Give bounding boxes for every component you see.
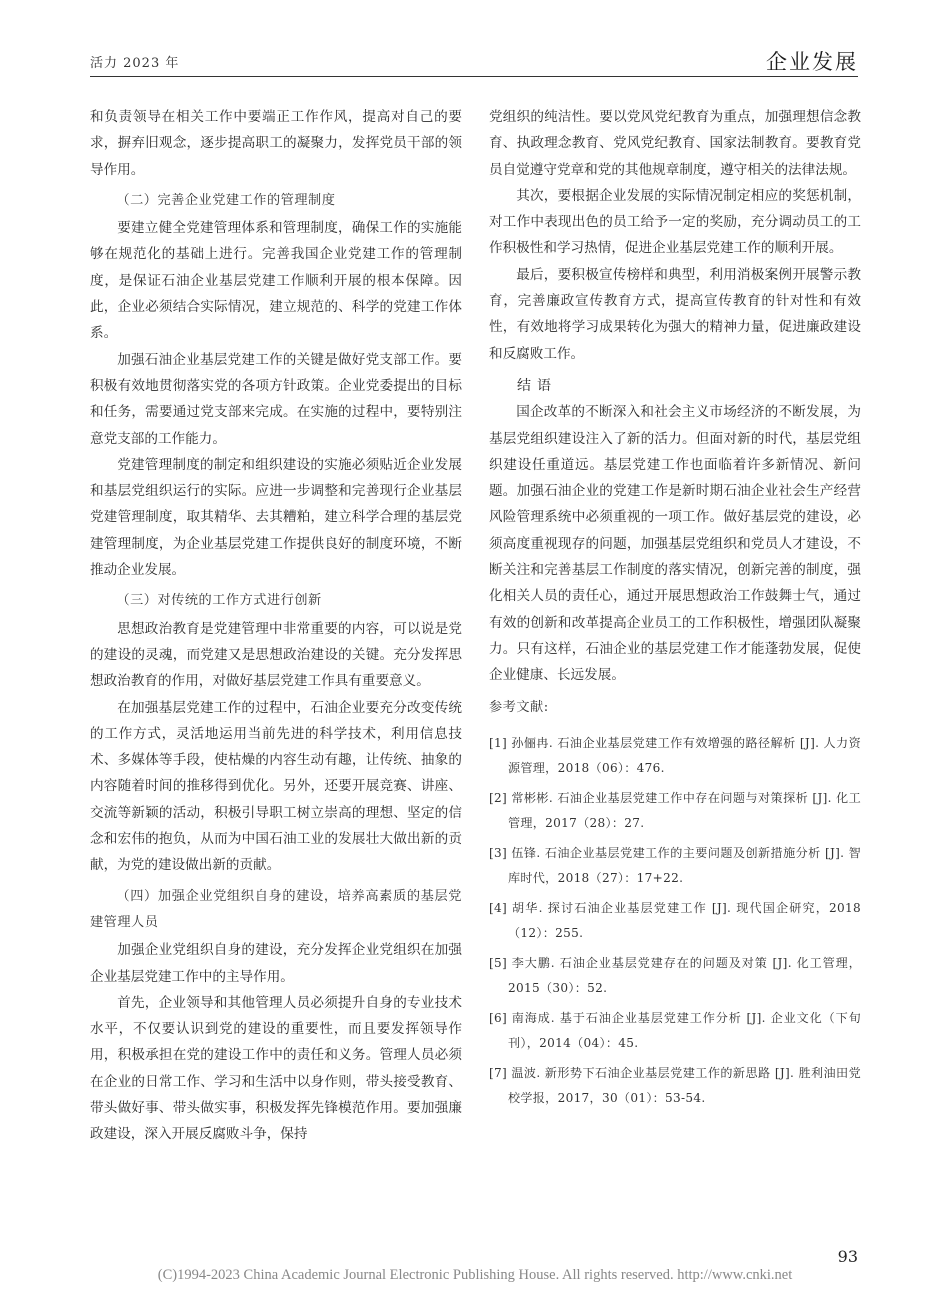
paragraph: 国企改革的不断深入和社会主义市场经济的不断发展，为基层党组织建设注入了新的活力。但面对新的时代，基层党组织建设任重道远。基层党建工作也面临着许多新情况、新问题。加强石油企业的党建工作是新时期石油企业社会生产经营风险管理系统中必须重视的一项工作。做好基层党的建设，必须高度重视现存的问题，加强基层党组织和党员人才建设，不断关注和完善基层工作制度的落实情况，创新完善的制度，强化相关人员的责任心，通过开展思想政治工作鼓舞士气，通过有效的创新和改革提高企业员工的工作积极性，增强团队凝聚力。只有这样，石油企业的基层党建工作才能蓬勃发展，促使企业健康、长远发展。 [489,404,861,684]
column-title: 企业发展 [766,50,858,74]
paragraph: 最后，要积极宣传榜样和典型，利用消极案例开展警示教育，完善廉政宣传教育方式，提高宣传教育的针对性和有效性，有效地将学习成果转化为强大的精神力量，促进廉政建设和反腐败工作。 [489,266,861,362]
paragraph: 在加强基层党建工作的过程中，石油企业要充分改变传统的工作方式，灵活地运用当前先进的科学技术，利用信息技术、多媒体等手段，使枯燥的内容生动有趣，让传统、抽象的内容随着时间的推移得到优化。另外，还要开展竞赛、讲座、交流等新颖的活动，积极引导职工树立崇高的理想、坚定的信念和宏伟的抱负，从而为中国石油工业的发展壮大做出新的贡献，为党的建设做出新的贡献。 [90,699,462,874]
paragraph: 加强石油企业基层党建工作的关键是做好党支部工作。要积极有效地贯彻落实党的各项方针政策。企业党委提出的目标和任务，需要通过党支部来完成。在实施的过程中，要特别注意党支部的工作能力。 [90,351,462,447]
header-rule [90,76,858,77]
paragraph: 思想政治教育是党建管理中非常重要的内容，可以说是党的建设的灵魂，而党建又是思想政治建设的关键。充分发挥思想政治教育的作用，对做好基层党建工作具有重要意义。 [90,620,462,690]
left-column [90,104,462,1148]
journal-header: 活力 2023 年 [90,56,180,71]
paragraph: 首先，企业领导和其他管理人员必须提升自身的专业技术水平，不仅要认识到党的建设的重要性，而且要发挥领导作用，积极承担在党的建设工作中的责任和义务。管理人员必须在企业的日常工作、学习和生活中以身作则，带头接受教育、带头做好事、带头做实事，积极发挥先锋模范作用。要加强廉政建设，深入开展反腐败斗争，保持 [90,994,462,1143]
section-heading: （三）对传统的工作方式进行创新 [116,593,322,609]
reference-item: [5] 李大鹏. 石油企业基层党建存在的问题及对策 [J]. 化工管理，2015（30）：52. [489,955,861,996]
paragraph: 其次，要根据企业发展的实际情况制定相应的奖惩机制，对工作中表现出色的员工给予一定的奖励，充分调动员工的工作积极性和学习热情，促进企业基层党建工作的顺利开展。 [489,187,861,257]
references-title: 参考文献: [489,699,549,715]
copyright-notice: (C)1994-2023 China Academic Journal Electronic Publishing House. All rights reserved. http://www.cnki.net [157,1267,793,1283]
paragraph: 加强企业党组织自身的建设，充分发挥企业党组织在加强企业基层党建工作中的主导作用。 [90,942,462,985]
conclusion-heading: 结语 [517,377,557,394]
reference-item: [4] 胡华. 探讨石油企业基层党建工作 [J]. 现代国企研究，2018（12）：255. [489,900,861,941]
page-number: 93 [837,1247,858,1266]
paragraph: 党组织的纯洁性。要以党风党纪教育为重点，加强理想信念教育、执政理念教育、党风党纪教育、国家法制教育。要教育党员自觉遵守党章和党的其他规章制度，遵守相关的法律法规。 [489,109,861,178]
reference-item: [2] 常彬彬. 石油企业基层党建工作中存在问题与对策探析 [J]. 化工管理，2017（28）：27. [489,790,861,831]
paragraph: 要建立健全党建管理体系和管理制度，确保工作的实施能够在规范化的基础上进行。完善我国企业党建工作的管理制度，是保证石油企业基层党建工作顺利开展的根本保障。因此，企业必须结合实际情况，建立规范的、科学的党建工作体系。 [90,220,462,342]
paragraph: 和负责领导在相关工作中要端正工作作风，提高对自己的要求，摒弃旧观念，逐步提高职工的凝聚力，发挥党员干部的领导作用。 [90,109,462,178]
section-heading: （二）完善企业党建工作的管理制度 [116,192,336,208]
reference-item: [3] 伍锋. 石油企业基层党建工作的主要问题及创新措施分析 [J]. 智库时代，2018（27）：17+22. [489,845,861,886]
right-column [489,104,861,1116]
reference-item: [1] 孙俪冉. 石油企业基层党建工作有效增强的路径解析 [J]. 人力资源管理，2018（06）：476. [489,735,861,776]
paragraph: 党建管理制度的制定和组织建设的实施必须贴近企业发展和基层党组织运行的实际。应进一步调整和完善现行企业基层党建管理制度，取其精华、去其糟粕，建立科学合理的基层党建管理制度，为企业基层党建工作提供良好的制度环境，不断推动企业发展。 [90,456,462,579]
reference-item: [6] 南海成. 基于石油企业基层党建工作分析 [J]. 企业文化（下旬刊），2014（04）：45. [489,1010,861,1051]
reference-item: [7] 温波. 新形势下石油企业基层党建工作的新思路 [J]. 胜利油田党校学报，2017，30（01）：53-54. [489,1065,861,1106]
section-heading: （四）加强企业党组织自身的建设，培养高素质的基层党建管理人员 [90,888,462,930]
